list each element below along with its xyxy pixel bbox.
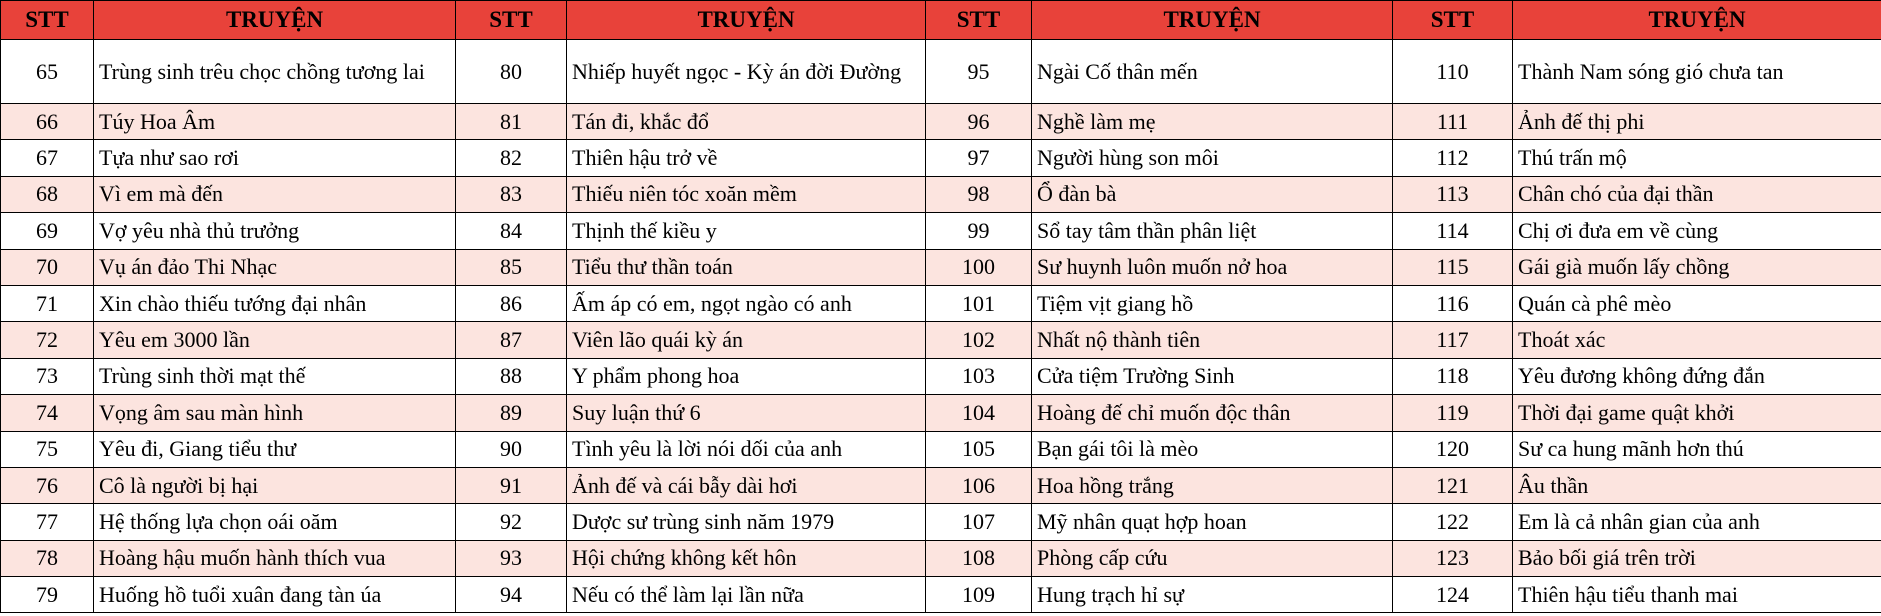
stt-cell: 81	[456, 104, 567, 140]
stt-cell: 121	[1393, 467, 1513, 503]
story-title-cell: Dược sư trùng sinh năm 1979	[567, 504, 926, 540]
story-title-cell: Ổ đàn bà	[1032, 176, 1393, 212]
stt-cell: 67	[1, 140, 94, 176]
stt-cell: 101	[926, 285, 1032, 321]
story-header: TRUYỆN	[567, 1, 926, 40]
stt-cell: 102	[926, 322, 1032, 358]
stt-cell: 93	[456, 540, 567, 576]
stt-cell: 92	[456, 504, 567, 540]
table-row	[1, 322, 1881, 358]
story-title-cell: Ngài Cố thân mến	[1032, 40, 1393, 104]
story-title-cell: Yêu em 3000 lần	[94, 322, 456, 358]
story-title-cell: Trùng sinh trêu chọc chồng tương lai	[94, 40, 456, 104]
story-title-cell: Trùng sinh thời mạt thế	[94, 358, 456, 394]
story-title-cell: Tiểu thư thần toán	[567, 249, 926, 285]
story-title-cell: Huống hồ tuổi xuân đang tàn úa	[94, 577, 456, 613]
table-row	[1, 40, 1881, 104]
stt-cell: 116	[1393, 285, 1513, 321]
story-title-cell: Tình yêu là lời nói dối của anh	[567, 431, 926, 467]
story-title-cell: Phòng cấp cứu	[1032, 540, 1393, 576]
stt-cell: 106	[926, 467, 1032, 503]
story-title-cell: Xin chào thiếu tướng đại nhân	[94, 285, 456, 321]
stt-cell: 78	[1, 540, 94, 576]
stt-cell: 77	[1, 504, 94, 540]
stt-cell: 69	[1, 213, 94, 249]
story-title-cell: Suy luận thứ 6	[567, 395, 926, 431]
story-header: TRUYỆN	[1032, 1, 1393, 40]
table-header	[1, 1, 1881, 40]
table-row	[1, 213, 1881, 249]
stt-cell: 91	[456, 467, 567, 503]
story-title-cell: Vụ án đảo Thi Nhạc	[94, 249, 456, 285]
story-title-cell: Nhiếp huyết ngọc - Kỳ án đời Đường	[567, 40, 926, 104]
stt-cell: 119	[1393, 395, 1513, 431]
table-row	[1, 540, 1881, 576]
stt-cell: 80	[456, 40, 567, 104]
stt-cell: 73	[1, 358, 94, 394]
stt-cell: 79	[1, 577, 94, 613]
table-row	[1, 249, 1881, 285]
stt-header: STT	[1, 1, 94, 40]
header-row	[1, 1, 1881, 40]
stt-cell: 86	[456, 285, 567, 321]
story-title-cell: Chân chó của đại thần	[1513, 176, 1881, 212]
table-row	[1, 504, 1881, 540]
stt-cell: 112	[1393, 140, 1513, 176]
story-title-cell: Sư ca hung mãnh hơn thú	[1513, 431, 1881, 467]
story-title-cell: Hệ thống lựa chọn oái oăm	[94, 504, 456, 540]
story-title-cell: Vợ yêu nhà thủ trưởng	[94, 213, 456, 249]
story-title-cell: Ấm áp có em, ngọt ngào có anh	[567, 285, 926, 321]
stt-header: STT	[1393, 1, 1513, 40]
story-title-cell: Hoàng hậu muốn hành thích vua	[94, 540, 456, 576]
stt-cell: 113	[1393, 176, 1513, 212]
story-title-cell: Y phẩm phong hoa	[567, 358, 926, 394]
story-title-cell: Sổ tay tâm thần phân liệt	[1032, 213, 1393, 249]
stt-cell: 104	[926, 395, 1032, 431]
stt-cell: 114	[1393, 213, 1513, 249]
story-title-cell: Thiếu niên tóc xoăn mềm	[567, 176, 926, 212]
story-title-cell: Nhất nộ thành tiên	[1032, 322, 1393, 358]
story-title-cell: Thời đại game quật khởi	[1513, 395, 1881, 431]
story-title-cell: Yêu đi, Giang tiểu thư	[94, 431, 456, 467]
story-title-cell: Thiên hậu tiểu thanh mai	[1513, 577, 1881, 613]
stt-cell: 88	[456, 358, 567, 394]
stt-cell: 98	[926, 176, 1032, 212]
story-title-cell: Cô là người bị hại	[94, 467, 456, 503]
story-title-cell: Âu thần	[1513, 467, 1881, 503]
stt-cell: 70	[1, 249, 94, 285]
stt-cell: 123	[1393, 540, 1513, 576]
story-title-cell: Túy Hoa Âm	[94, 104, 456, 140]
story-title-cell: Người hùng son môi	[1032, 140, 1393, 176]
story-title-cell: Vọng âm sau màn hình	[94, 395, 456, 431]
table-row	[1, 285, 1881, 321]
story-title-cell: Thú trấn mộ	[1513, 140, 1881, 176]
table-row	[1, 104, 1881, 140]
story-title-cell: Yêu đương không đứng đắn	[1513, 358, 1881, 394]
stt-cell: 97	[926, 140, 1032, 176]
table-row	[1, 577, 1881, 613]
story-title-cell: Thoát xác	[1513, 322, 1881, 358]
stt-cell: 117	[1393, 322, 1513, 358]
story-title-cell: Thiên hậu trở về	[567, 140, 926, 176]
stt-cell: 120	[1393, 431, 1513, 467]
table-row	[1, 431, 1881, 467]
stt-cell: 99	[926, 213, 1032, 249]
stt-cell: 95	[926, 40, 1032, 104]
stt-cell: 96	[926, 104, 1032, 140]
story-title-cell: Ảnh đế thị phi	[1513, 104, 1881, 140]
stt-cell: 84	[456, 213, 567, 249]
table-row	[1, 467, 1881, 503]
stt-cell: 87	[456, 322, 567, 358]
story-title-cell: Hội chứng không kết hôn	[567, 540, 926, 576]
stt-cell: 124	[1393, 577, 1513, 613]
story-title-cell: Em là cả nhân gian của anh	[1513, 504, 1881, 540]
table-row	[1, 358, 1881, 394]
story-title-cell: Thành Nam sóng gió chưa tan	[1513, 40, 1881, 104]
stt-cell: 110	[1393, 40, 1513, 104]
story-title-cell: Hoa hồng trắng	[1032, 467, 1393, 503]
stt-header: STT	[926, 1, 1032, 40]
stt-cell: 122	[1393, 504, 1513, 540]
stt-cell: 108	[926, 540, 1032, 576]
story-title-cell: Chị ơi đưa em về cùng	[1513, 213, 1881, 249]
story-title-cell: Vì em mà đến	[94, 176, 456, 212]
stt-cell: 68	[1, 176, 94, 212]
story-title-cell: Bạn gái tôi là mèo	[1032, 431, 1393, 467]
stt-cell: 89	[456, 395, 567, 431]
stt-cell: 109	[926, 577, 1032, 613]
story-title-cell: Mỹ nhân quạt hợp hoan	[1032, 504, 1393, 540]
story-title-cell: Tiệm vịt giang hồ	[1032, 285, 1393, 321]
table-row	[1, 176, 1881, 212]
story-title-cell: Tựa như sao rơi	[94, 140, 456, 176]
story-header: TRUYỆN	[1513, 1, 1881, 40]
stt-cell: 105	[926, 431, 1032, 467]
stt-cell: 107	[926, 504, 1032, 540]
stt-cell: 76	[1, 467, 94, 503]
stt-header: STT	[456, 1, 567, 40]
story-title-cell: Gái già muốn lấy chồng	[1513, 249, 1881, 285]
story-title-cell: Tán đi, khắc đổ	[567, 104, 926, 140]
stt-cell: 71	[1, 285, 94, 321]
table-row	[1, 140, 1881, 176]
stt-cell: 82	[456, 140, 567, 176]
story-title-cell: Ảnh đế và cái bẫy dài hơi	[567, 467, 926, 503]
stt-cell: 100	[926, 249, 1032, 285]
table-body	[1, 40, 1881, 613]
story-title-cell: Nghề làm mẹ	[1032, 104, 1393, 140]
stt-cell: 103	[926, 358, 1032, 394]
stt-cell: 72	[1, 322, 94, 358]
stt-cell: 118	[1393, 358, 1513, 394]
stt-cell: 83	[456, 176, 567, 212]
stt-cell: 85	[456, 249, 567, 285]
story-title-cell: Thịnh thế kiều y	[567, 213, 926, 249]
story-header: TRUYỆN	[94, 1, 456, 40]
stt-cell: 66	[1, 104, 94, 140]
story-title-cell: Quán cà phê mèo	[1513, 285, 1881, 321]
stt-cell: 74	[1, 395, 94, 431]
stt-cell: 75	[1, 431, 94, 467]
table-row	[1, 395, 1881, 431]
stt-cell: 111	[1393, 104, 1513, 140]
story-title-cell: Viên lão quái kỳ án	[567, 322, 926, 358]
story-title-cell: Bảo bối giá trên trời	[1513, 540, 1881, 576]
stt-cell: 115	[1393, 249, 1513, 285]
story-title-cell: Nếu có thể làm lại lần nữa	[567, 577, 926, 613]
story-title-cell: Sư huynh luôn muốn nở hoa	[1032, 249, 1393, 285]
stt-cell: 94	[456, 577, 567, 613]
stt-cell: 90	[456, 431, 567, 467]
story-title-cell: Hoàng đế chỉ muốn độc thân	[1032, 395, 1393, 431]
stt-cell: 65	[1, 40, 94, 104]
story-title-cell: Hung trạch hỉ sự	[1032, 577, 1393, 613]
story-title-cell: Cửa tiệm Trường Sinh	[1032, 358, 1393, 394]
